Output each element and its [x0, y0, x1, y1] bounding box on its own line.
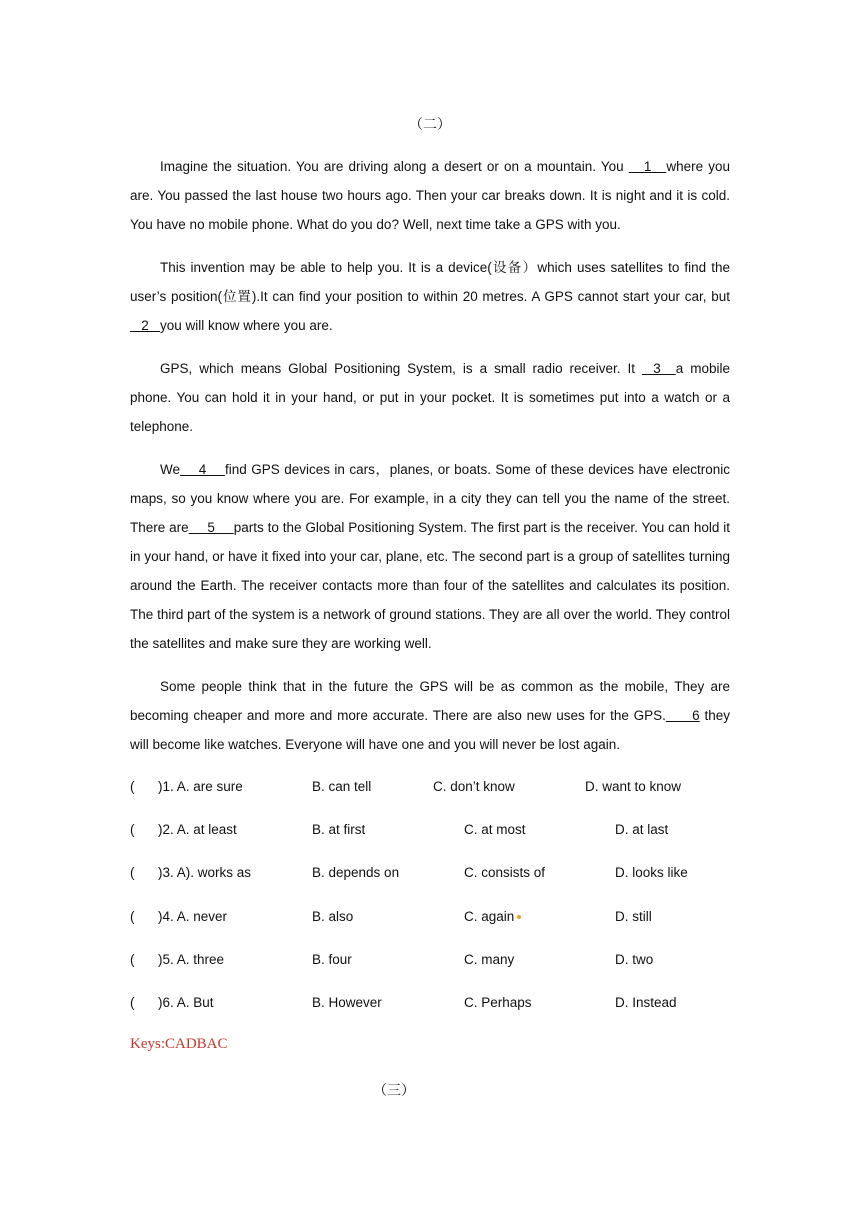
p2-text-b: you will know where you are. — [160, 318, 333, 333]
option-b: B. However — [312, 995, 382, 1010]
blank-3: 3 — [641, 361, 676, 376]
option-b: B. depends on — [312, 865, 400, 880]
answer-paren[interactable]: ( — [130, 865, 135, 880]
blank-5: 5 — [188, 520, 234, 535]
paragraph-5 — [130, 672, 730, 759]
p4-text-a: We — [160, 462, 181, 477]
option-b: B. four — [312, 952, 352, 967]
question-option-a: )6. A. But — [158, 995, 214, 1010]
answer-paren[interactable]: ( — [130, 909, 135, 924]
section-title: （二） — [409, 117, 451, 133]
question-row-1 — [130, 777, 730, 797]
option-c: C. at most — [464, 822, 526, 837]
p5-text-b: they will become like watches. Everyone will have one and you will never be lost again. — [130, 708, 730, 752]
question-row-3 — [130, 863, 730, 883]
p3-text-a: GPS, which means Global Positioning System, is a small radio receiver. It — [160, 361, 642, 376]
blank-1: 1 — [628, 159, 667, 174]
option-d: D. two — [615, 952, 654, 967]
question-option-a: )3. A). works as — [158, 865, 252, 880]
section-title-next: （三） — [373, 1083, 415, 1099]
answer-paren[interactable]: ( — [130, 822, 135, 837]
question-row-4 — [130, 907, 730, 927]
option-b: B. also — [312, 909, 354, 924]
option-b: B. can tell — [312, 779, 372, 794]
option-c: C. don’t know — [433, 779, 515, 794]
option-c: C. consists of — [464, 865, 546, 880]
option-c: C. many — [464, 952, 515, 967]
question-option-a: )1. A. are sure — [158, 779, 243, 794]
p1-text-a: Imagine the situation. You are driving along a desert or on a mountain. You — [160, 159, 629, 174]
option-d: D. Instead — [615, 995, 677, 1010]
question-row-5 — [130, 950, 730, 970]
paragraph-3 — [130, 354, 730, 441]
question-row-6 — [130, 993, 730, 1013]
blank-6: 6 — [665, 708, 700, 723]
highlight-dot — [517, 915, 521, 919]
option-b: B. at first — [312, 822, 366, 837]
question-option-a: )4. A. never — [158, 909, 228, 924]
p5-text-a: Some people think that in the future the GPS will be as common as the mobile, They are becoming cheaper and more and more accurate. There are also new uses for the GPS. — [130, 679, 730, 723]
blank-4: 4 — [180, 462, 226, 477]
paragraph-1 — [130, 152, 730, 239]
p4-text-c: parts to the Global Positioning System. The first part is the receiver. You can hold it in your hand, or have it fixed into your car, plane, etc. The second part is a group of satellites turning around the Earth. The receiver contacts more than four of the satellites and calculates its position. The third part of the system is a network of ground stations. They are all over the world. They control the satellites and make sure they are working well. — [130, 520, 730, 651]
answer-paren[interactable]: ( — [130, 779, 135, 794]
option-c: C. Perhaps — [464, 995, 532, 1010]
answer-paren[interactable]: ( — [130, 995, 135, 1010]
question-option-a: )5. A. three — [158, 952, 225, 967]
paragraph-2 — [130, 253, 730, 340]
option-c: C. again — [464, 909, 515, 924]
p1-text-b: where you are. You passed the last house two hours ago. Then your car breaks down. It is night and it is cold. You have no mobile phone. What do you do? Well, next time take a GPS with you. — [130, 159, 730, 232]
answer-paren[interactable]: ( — [130, 952, 135, 967]
question-row-2 — [130, 820, 730, 840]
option-d: D. looks like — [615, 865, 688, 880]
blank-2: 2 — [130, 318, 161, 333]
p3-text-b: a mobile phone. You can hold it in your hand, or put in your pocket. It is sometimes put into a watch or a telephone. — [130, 361, 730, 434]
option-d: D. want to know — [585, 779, 682, 794]
answer-keys: Keys:CADBAC — [130, 1036, 228, 1052]
p2-text-a: This invention may be able to help you. It is a device(设备）which uses satellites to find the user’s position(位置).It can find your position to within 20 metres. A GPS cannot start your car, but — [130, 260, 730, 304]
paragraph-4 — [130, 455, 730, 658]
option-d: D. at last — [615, 822, 669, 837]
question-option-a: )2. A. at least — [158, 822, 237, 837]
p4-text-b: find GPS devices in cars，planes, or boats. Some of these devices have electronic maps, so you know where you are. For example, in a city they can tell you the name of the street. There are — [130, 462, 730, 535]
option-d: D. still — [615, 909, 652, 924]
